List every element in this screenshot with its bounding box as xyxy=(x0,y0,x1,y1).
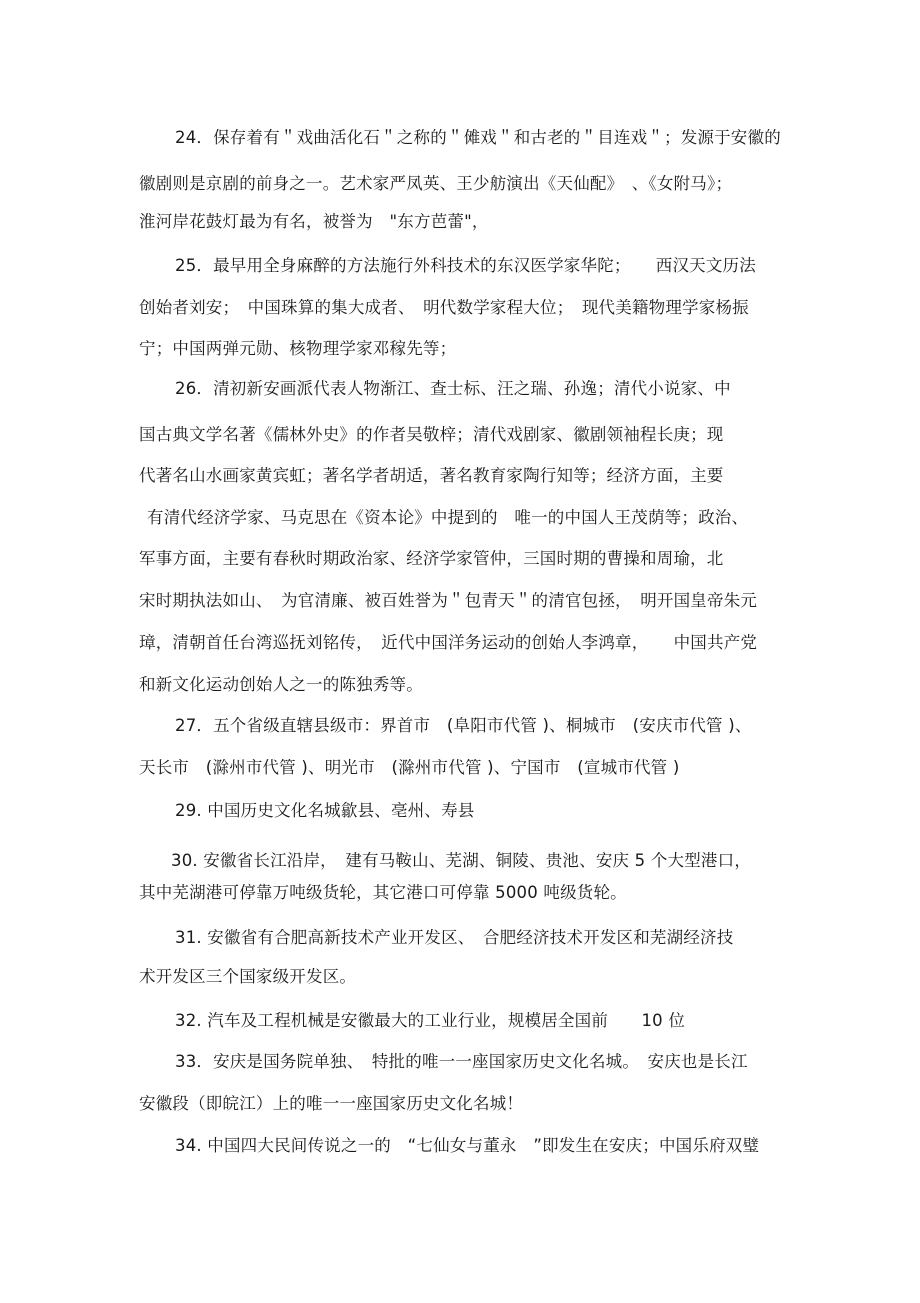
text-line: 术开发区三个国家级开发区。 xyxy=(139,967,357,986)
text-line: 其中芜湖港可停靠万吨级货轮，其它港口可停靠 5000 吨级货轮。 xyxy=(139,883,627,902)
text-line: 和新文化运动创始人之一的陈独秀等。 xyxy=(139,675,423,694)
text-line: 31. 安徽省有合肥高新技术产业开发区、 合肥经济技术开发区和芜湖经济技 xyxy=(175,928,734,947)
text-line: 徽剧则是京剧的前身之一。艺术家严凤英、王少舫演出《天仙配》 、《女附马》； xyxy=(139,174,733,193)
text-line: 34. 中国四大民间传说之一的 “七仙女与董永 ”即发生在安庆；中国乐府双璧 xyxy=(175,1136,760,1155)
text-line: 32. 汽车及工程机械是安徽最大的工业行业，规模居全国前 10 位 xyxy=(175,1011,686,1030)
text-line: 宁；中国两弹元勋、核物理学家邓稼先等； xyxy=(139,339,457,358)
text-line: 代著名山水画家黄宾虹；著名学者胡适，著名教育家陶行知等；经济方面，主要 xyxy=(139,466,724,485)
text-line: 26．清初新安画派代表人物渐江、查士标、汪之瑞、孙逸；清代小说家、中 xyxy=(175,379,731,398)
text-line: 25．最早用全身麻醉的方法施行外科技术的东汉医学家华陀； 西汉天文历法 xyxy=(175,256,756,275)
text-line: 国古典文学名著《儒林外史》的作者吴敬梓；清代戏剧家、徽剧领袖程长庚；现 xyxy=(139,425,724,444)
text-line: 33．安庆是国务院单独、 特批的唯一一座国家历史文化名城。 安庆也是长江 xyxy=(175,1052,748,1071)
text-line: 27．五个省级直辖县级市：界首市 (阜阳市代管 )、桐城市 (安庆市代管 )、 xyxy=(175,716,752,735)
text-line: 军事方面，主要有春秋时期政治家、经济学家管仲，三国时期的曹操和周瑜，北 xyxy=(139,549,724,568)
text-line: 淮河岸花鼓灯最为有名，被誉为 "东方芭蕾"， xyxy=(139,212,489,231)
text-line: 宋时期执法如山、 为官清廉、被百姓誉为＂包青天＂的清官包拯， 明开国皇帝朱元 xyxy=(139,591,758,610)
text-line: 创始者刘安； 中国珠算的集大成者、 明代数学家程大位； 现代美籍物理学家杨振 xyxy=(139,298,749,317)
text-line: 29. 中国历史文化名城歙县、亳州、寿县 xyxy=(175,801,475,820)
text-line: 24．保存着有＂戏曲活化石＂之称的＂傩戏＂和古老的＂目连戏＂；发源于安徽的 xyxy=(175,128,781,147)
text-line: 安徽段（即皖江）上的唯一一座国家历史文化名城！ xyxy=(139,1094,524,1113)
text-line: 30. 安徽省长江沿岸， 建有马鞍山、芜湖、铜陵、贵池、安庆 5 个大型港口， xyxy=(171,851,752,870)
text-line: 天长市 (滁州市代管 )、明光市 (滁州市代管 )、宁国市 (宣城市代管 ) xyxy=(139,758,680,777)
text-line: 璋，清朝首任台湾巡抚刘铭传， 近代中国洋务运动的创始人李鸿章， 中国共产党 xyxy=(139,633,758,652)
text-line: 有清代经济学家、马克思在《资本论》中提到的 唯一的中国人王茂荫等；政治、 xyxy=(147,508,749,527)
